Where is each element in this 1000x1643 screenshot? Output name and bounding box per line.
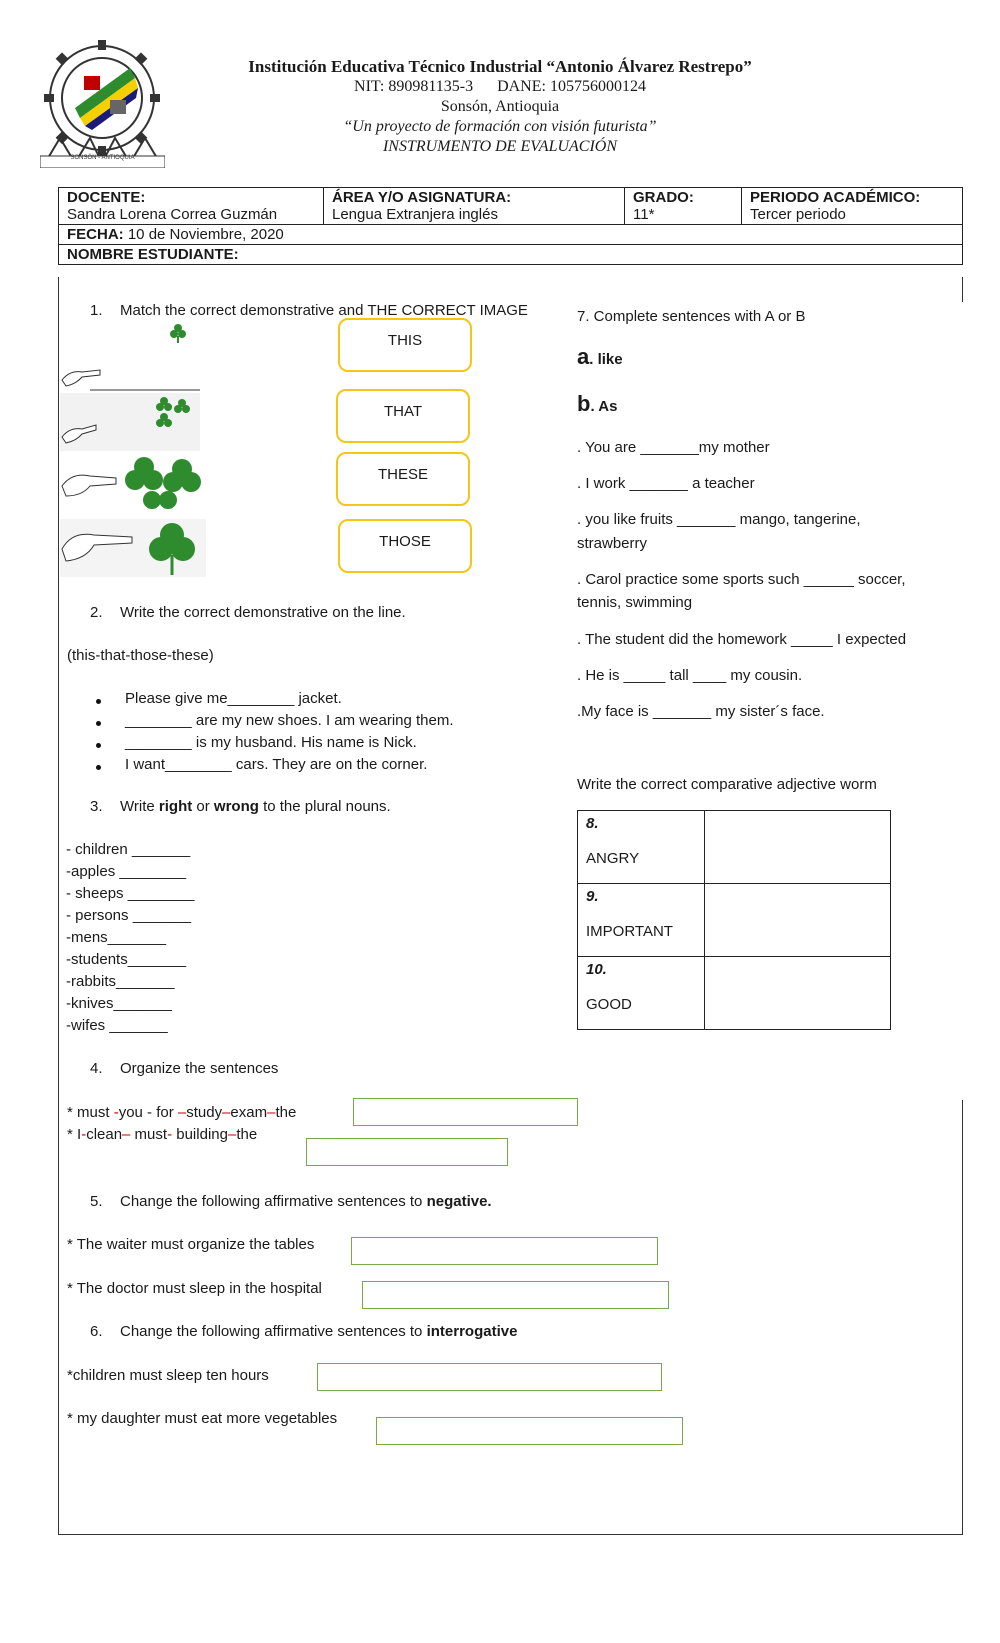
q3-item[interactable]: -rabbits_______ bbox=[66, 973, 175, 990]
q3-number: 3. bbox=[90, 798, 103, 815]
fecha-value: 10 de Noviembre, 2020 bbox=[123, 226, 284, 243]
q7-option-a: a. like bbox=[577, 344, 623, 369]
q2-hint: (this-that-those-these) bbox=[67, 647, 214, 664]
grado-value: 11* bbox=[633, 206, 655, 223]
institution-name: Institución Educativa Técnico Industrial “Antonio Álvarez Restrepo” bbox=[248, 57, 752, 76]
q4-sentence-1: * must -you - for –study–exam–the bbox=[67, 1104, 297, 1121]
grado-label: GRADO: bbox=[633, 189, 694, 206]
docente-value: Sandra Lorena Correa Guzmán bbox=[67, 206, 278, 223]
bullet bbox=[96, 765, 101, 770]
option-this[interactable]: THIS bbox=[338, 318, 472, 372]
q6-answer-2[interactable] bbox=[376, 1417, 683, 1445]
q5-number: 5. bbox=[90, 1193, 103, 1210]
q6-sentence-1: *children must sleep ten hours bbox=[67, 1367, 269, 1384]
q3-item[interactable]: -apples ________ bbox=[66, 863, 187, 880]
q4-title: Organize the sentences bbox=[120, 1060, 279, 1077]
bullet bbox=[96, 743, 101, 748]
q5-sentence-1: * The waiter must organize the tables bbox=[67, 1236, 315, 1253]
q4-number: 4. bbox=[90, 1060, 103, 1077]
comparative-answer-9[interactable] bbox=[705, 884, 891, 957]
frame-bottom bbox=[58, 1534, 963, 1535]
q3-item[interactable]: -knives_______ bbox=[66, 995, 172, 1012]
q6-answer-1[interactable] bbox=[317, 1363, 662, 1391]
comparative-answer-10[interactable] bbox=[705, 957, 891, 1030]
q5-title: Change the following affirmative sentences to negative. bbox=[120, 1193, 492, 1210]
q3-item[interactable]: - children _______ bbox=[66, 841, 191, 858]
periodo-value: Tercer periodo bbox=[750, 206, 846, 223]
q6-title: Change the following affirmative sentences to interrogative bbox=[120, 1323, 518, 1340]
q5-answer-1[interactable] bbox=[351, 1237, 658, 1265]
frame-right-bottom bbox=[962, 1100, 963, 1535]
q4-answer-1[interactable] bbox=[353, 1098, 578, 1126]
city: Sonsón, Antioquia bbox=[440, 98, 560, 115]
q2-item-1[interactable]: Please give me________ jacket. bbox=[125, 690, 342, 707]
q6-sentence-2: * my daughter must eat more vegetables bbox=[67, 1410, 338, 1427]
clover-image-3 bbox=[60, 450, 206, 514]
q2-title: Write the correct demonstrative on the line. bbox=[120, 604, 406, 621]
area-label: ÁREA Y/O ASIGNATURA: bbox=[332, 189, 512, 206]
q2-item-2[interactable]: ________ are my new shoes. I am wearing them. bbox=[125, 712, 454, 729]
comparative-table bbox=[577, 810, 891, 1030]
q7-item[interactable]: . I work _______ a teacher bbox=[577, 475, 755, 492]
q1-number: 1. bbox=[90, 302, 103, 319]
info-table bbox=[58, 187, 963, 265]
q5-sentence-2: * The doctor must sleep in the hospital bbox=[67, 1280, 322, 1297]
q5-answer-2[interactable] bbox=[362, 1281, 669, 1309]
q4-answer-2[interactable] bbox=[306, 1138, 508, 1166]
q7-item[interactable]: . The student did the homework _____ I expected bbox=[577, 631, 907, 648]
q7-item-cont: tennis, swimming bbox=[577, 594, 693, 611]
clover-image-4 bbox=[60, 519, 206, 577]
q3-item[interactable]: - sheeps ________ bbox=[66, 885, 195, 902]
q2-item-3[interactable]: ________ is my husband. His name is Nick. bbox=[125, 734, 417, 751]
logo-caption: SONSÓN - ANTIOQUIA bbox=[70, 155, 135, 161]
frame-right-top bbox=[962, 277, 963, 302]
motto: “Un proyecto de formación con visión futurista” bbox=[343, 118, 657, 135]
q7-title: 7. Complete sentences with A or B bbox=[577, 308, 806, 325]
q3-title: Write right or wrong to the plural nouns. bbox=[120, 798, 391, 815]
option-that[interactable]: THAT bbox=[336, 389, 470, 443]
option-these[interactable]: THESE bbox=[336, 452, 470, 506]
q2-number: 2. bbox=[90, 604, 103, 621]
q1-title: Match the correct demonstrative and THE CORRECT IMAGE bbox=[120, 302, 528, 319]
area-value: Lengua Extranjera inglés bbox=[332, 206, 498, 223]
comparative-title: Write the correct comparative adjective worm bbox=[577, 776, 877, 793]
bullet bbox=[96, 699, 101, 704]
comparative-word-cell: 9. IMPORTANT bbox=[578, 884, 705, 957]
document-type: INSTRUMENTO DE EVALUACIÓN bbox=[382, 138, 618, 155]
q3-item[interactable]: -students_______ bbox=[66, 951, 187, 968]
bullet bbox=[96, 721, 101, 726]
q7-item[interactable]: . Carol practice some sports such ______ soccer, bbox=[577, 571, 906, 588]
q2-item-4[interactable]: I want________ cars. They are on the corner. bbox=[125, 756, 428, 773]
comparative-word-cell: 8. ANGRY bbox=[578, 811, 705, 884]
clover-image-1 bbox=[60, 322, 205, 394]
docente-label: DOCENTE: bbox=[67, 189, 146, 206]
frame-left bbox=[58, 277, 59, 1535]
q7-option-b: b. As bbox=[577, 391, 618, 416]
q3-item[interactable]: -mens_______ bbox=[66, 929, 167, 946]
q3-item[interactable]: -wifes _______ bbox=[66, 1017, 168, 1034]
comparative-answer-8[interactable] bbox=[705, 811, 891, 884]
q7-item[interactable]: . You are _______my mother bbox=[577, 439, 770, 456]
student-name-field[interactable] bbox=[59, 245, 963, 265]
clover-image-2 bbox=[60, 393, 200, 451]
q7-item[interactable]: .My face is _______ my sister´s face. bbox=[577, 703, 825, 720]
q6-number: 6. bbox=[90, 1323, 103, 1340]
nit-dane: NIT: 890981135-3 DANE: 105756000124 bbox=[354, 78, 646, 95]
q3-item[interactable]: - persons _______ bbox=[66, 907, 192, 924]
q7-item[interactable]: . you like fruits _______ mango, tangerine, bbox=[577, 511, 861, 528]
option-those[interactable]: THOSE bbox=[338, 519, 472, 573]
periodo-label: PERIODO ACADÉMICO: bbox=[750, 189, 921, 206]
comparative-word-cell: 10. GOOD bbox=[578, 957, 705, 1030]
q7-item-cont: strawberry bbox=[577, 535, 648, 552]
fecha-label: FECHA: bbox=[67, 226, 124, 243]
nombre-label: NOMBRE ESTUDIANTE: bbox=[67, 246, 239, 263]
q4-sentence-2: * I-clean– must- building–the bbox=[67, 1126, 258, 1143]
school-logo bbox=[40, 38, 165, 168]
q7-item[interactable]: . He is _____ tall ____ my cousin. bbox=[577, 667, 803, 684]
